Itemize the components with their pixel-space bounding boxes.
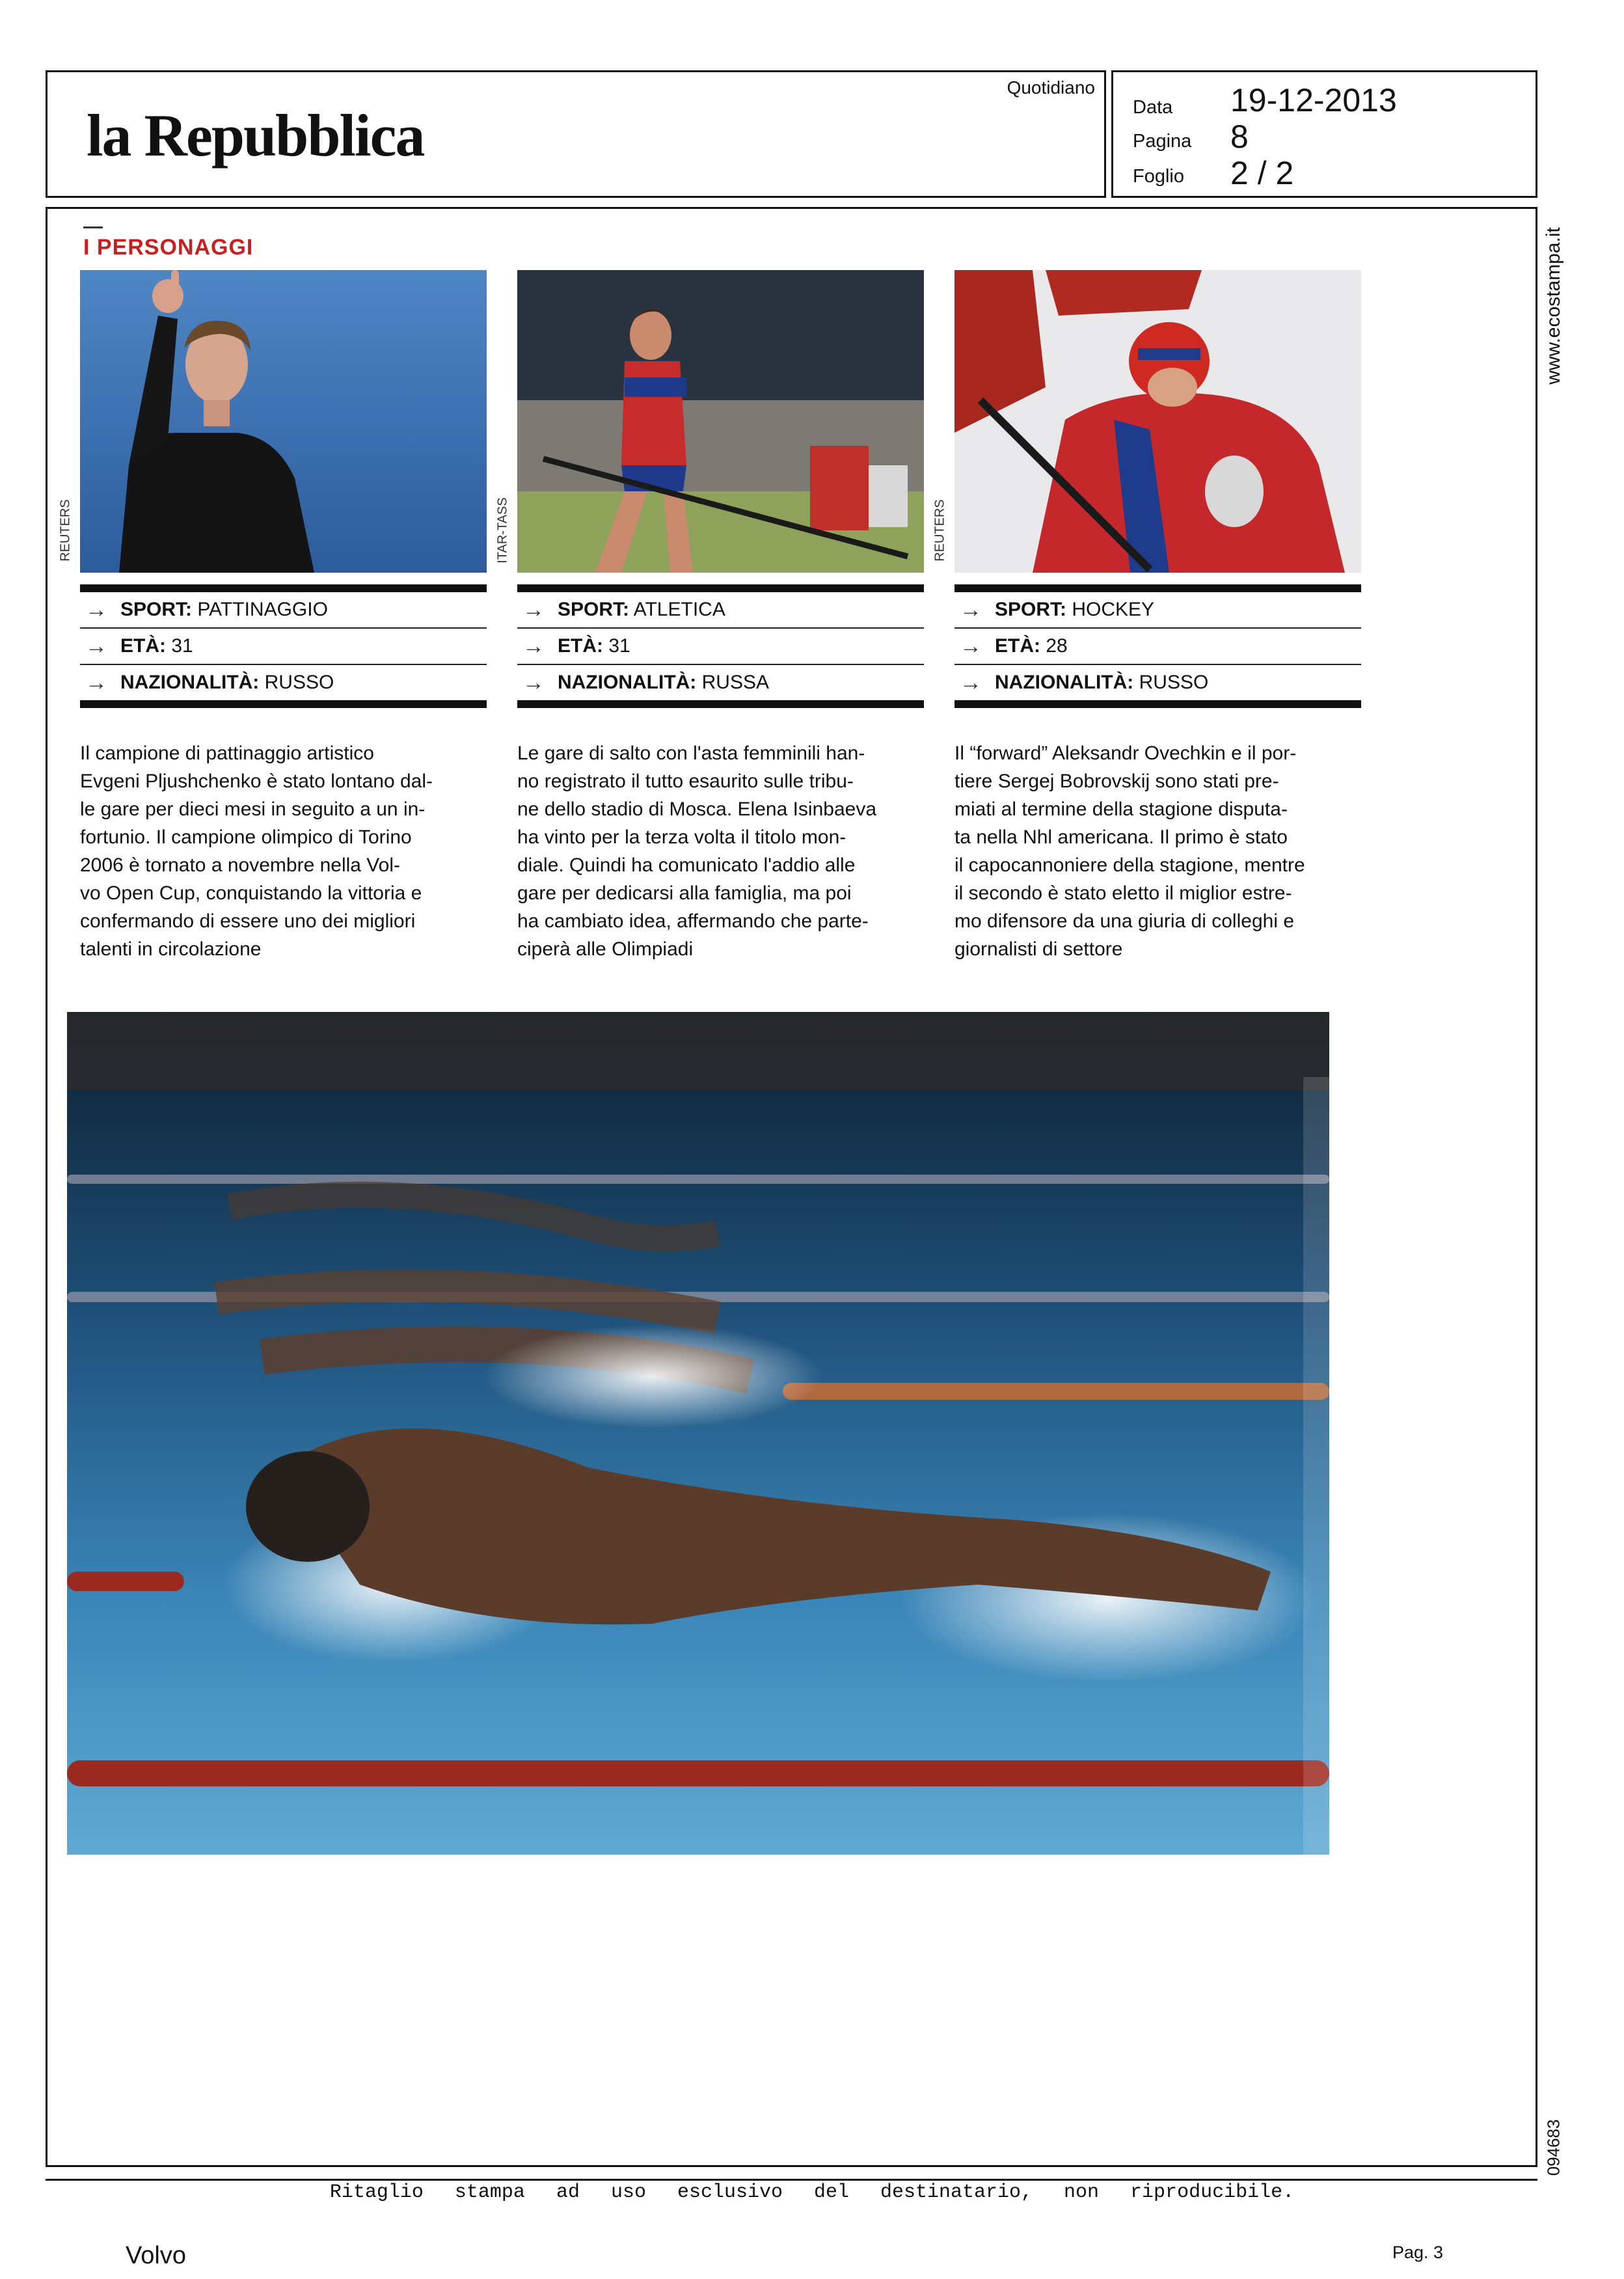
desc-line: gare per dedicarsi alla famiglia, ma poi	[517, 882, 852, 904]
fact-label: NAZIONALITÀ:	[995, 672, 1134, 693]
fact-value: HOCKEY	[1072, 599, 1155, 620]
side-url-text: www.ecostampa.it	[1543, 227, 1564, 385]
fact-label: ETÀ:	[120, 635, 166, 657]
publication-meta-box	[1111, 70, 1537, 198]
newspaper-masthead: la Repubblica	[87, 102, 424, 169]
desc-line: ne dello stadio di Mosca. Elena Isinbaeva	[517, 798, 877, 820]
profile-column	[495, 270, 924, 963]
meta-label: Data	[1133, 97, 1173, 118]
arrow-icon: →	[85, 670, 107, 695]
fact-value: 28	[1046, 635, 1068, 657]
fact-value: RUSSA	[701, 672, 769, 693]
section-rule	[83, 226, 103, 228]
desc-line: il secondo è stato eletto il miglior estre-	[954, 882, 1292, 904]
desc-line: il capocannoniere della stagione, mentre	[954, 854, 1305, 876]
fact-label: ETÀ:	[558, 635, 603, 657]
fact-age	[954, 629, 1361, 665]
profile-photo-pole-vaulter	[495, 270, 924, 573]
profile-photo-hockey	[932, 270, 1361, 573]
client-name: Volvo	[126, 2242, 186, 2269]
desc-line: mo difensore da una giuria di colleghi e	[954, 910, 1294, 932]
skater-photo-image	[80, 270, 487, 573]
pole-vaulter-photo-image	[517, 270, 924, 573]
desc-line: confermando di essere uno dei migliori	[80, 910, 416, 932]
reproduction-notice: Ritaglio stampa ad uso esclusivo del destinatario, non riproducibile.	[329, 2181, 1295, 2204]
desc-line: fortunio. Il campione olimpico di Torino	[80, 826, 412, 848]
fact-label: SPORT:	[995, 599, 1067, 620]
desc-line: ha cambiato idea, affermando che parte-	[517, 910, 869, 932]
arrow-icon: →	[960, 634, 982, 659]
desc-line: talenti in circolazione	[80, 938, 262, 960]
desc-line: ha vinto per la terza volta il titolo mon-	[517, 826, 846, 848]
fact-value: RUSSO	[264, 672, 334, 693]
fact-nationality	[954, 665, 1361, 700]
fact-label: NAZIONALITÀ:	[120, 672, 260, 693]
photo-credit-text: REUTERS	[932, 499, 947, 562]
arrow-icon: →	[522, 670, 545, 695]
fact-age	[517, 629, 924, 665]
swimming-photo	[67, 1012, 1329, 1855]
desc-line: vo Open Cup, conquistando la vittoria e	[80, 882, 422, 904]
periodicity-label: Quotidiano	[1007, 77, 1095, 98]
photo-credit	[490, 491, 516, 569]
desc-line: Il campione di pattinaggio artistico	[80, 743, 374, 764]
arrow-icon: →	[522, 597, 545, 622]
fact-sport	[80, 592, 487, 629]
hockey-photo-image	[954, 270, 1361, 573]
masthead-box	[46, 70, 1106, 198]
section-header	[83, 226, 253, 260]
arrow-icon: →	[85, 634, 107, 659]
profile-facts	[954, 584, 1361, 708]
profile-facts	[517, 584, 924, 708]
fact-value: ATLETICA	[633, 599, 725, 620]
arrow-icon: →	[960, 597, 982, 622]
arrow-icon: →	[85, 597, 107, 622]
meta-value: 8	[1230, 118, 1249, 155]
side-url	[1541, 221, 1567, 390]
fact-value: 31	[608, 635, 630, 657]
fact-value: 31	[171, 635, 193, 657]
side-code-text: 094683	[1543, 2119, 1563, 2176]
fact-sport	[954, 592, 1361, 629]
fact-sport	[517, 592, 924, 629]
meta-label: Pagina	[1133, 131, 1192, 152]
desc-line: le gare per dieci mesi in seguito a un in-	[80, 798, 426, 820]
profile-description	[80, 739, 487, 963]
desc-line: Evgeni Pljushchenko è stato lontano dal-	[80, 771, 433, 792]
section-title: I PERSONAGGI	[83, 235, 254, 260]
swimming-photo-image	[67, 1012, 1329, 1855]
desc-line: ta nella Nhl americana. Il primo è stato	[954, 826, 1288, 848]
fact-label: SPORT:	[558, 599, 630, 620]
photo-credit-text: ITAR-TASS	[495, 497, 510, 564]
photo-credit	[927, 491, 953, 569]
profile-column	[932, 270, 1361, 963]
profile-photo-skater	[58, 270, 487, 573]
meta-value: 2 / 2	[1230, 155, 1294, 191]
fact-nationality	[80, 665, 487, 700]
fact-label: SPORT:	[120, 599, 193, 620]
meta-value: 19-12-2013	[1230, 82, 1397, 118]
desc-line: miati al termine della stagione disputa-	[954, 798, 1288, 820]
desc-line: 2006 è tornato a novembre nella Vol-	[80, 854, 400, 876]
desc-line: Il “forward” Aleksandr Ovechkin e il por-	[954, 743, 1297, 764]
profile-description	[517, 739, 924, 963]
desc-line: diale. Quindi ha comunicato l'addio alle	[517, 854, 856, 876]
desc-line: giornalisti di settore	[954, 938, 1123, 960]
photo-credit-text: REUTERS	[58, 499, 73, 562]
photo-credit	[53, 491, 79, 569]
profile-description	[954, 739, 1361, 963]
side-code	[1541, 2108, 1567, 2187]
fact-value: RUSSO	[1139, 672, 1209, 693]
footer-rule	[46, 2179, 1537, 2181]
profile-column	[58, 270, 487, 963]
desc-line: ciperà alle Olimpiadi	[517, 938, 694, 960]
arrow-icon: →	[522, 634, 545, 659]
meta-label: Foglio	[1133, 166, 1184, 187]
desc-line: Le gare di salto con l'asta femminili han-	[517, 743, 865, 764]
page-number: Pag. 3	[1392, 2243, 1444, 2262]
fact-nationality	[517, 665, 924, 700]
desc-line: no registrato il tutto esaurito sulle tribu-	[517, 771, 854, 792]
desc-line: tiere Sergej Bobrovskij sono stati pre-	[954, 771, 1279, 792]
fact-label: ETÀ:	[995, 635, 1040, 657]
fact-label: NAZIONALITÀ:	[558, 672, 697, 693]
fact-age	[80, 629, 487, 665]
profile-facts	[80, 584, 487, 708]
fact-value: PATTINAGGIO	[197, 599, 328, 620]
arrow-icon: →	[960, 670, 982, 695]
